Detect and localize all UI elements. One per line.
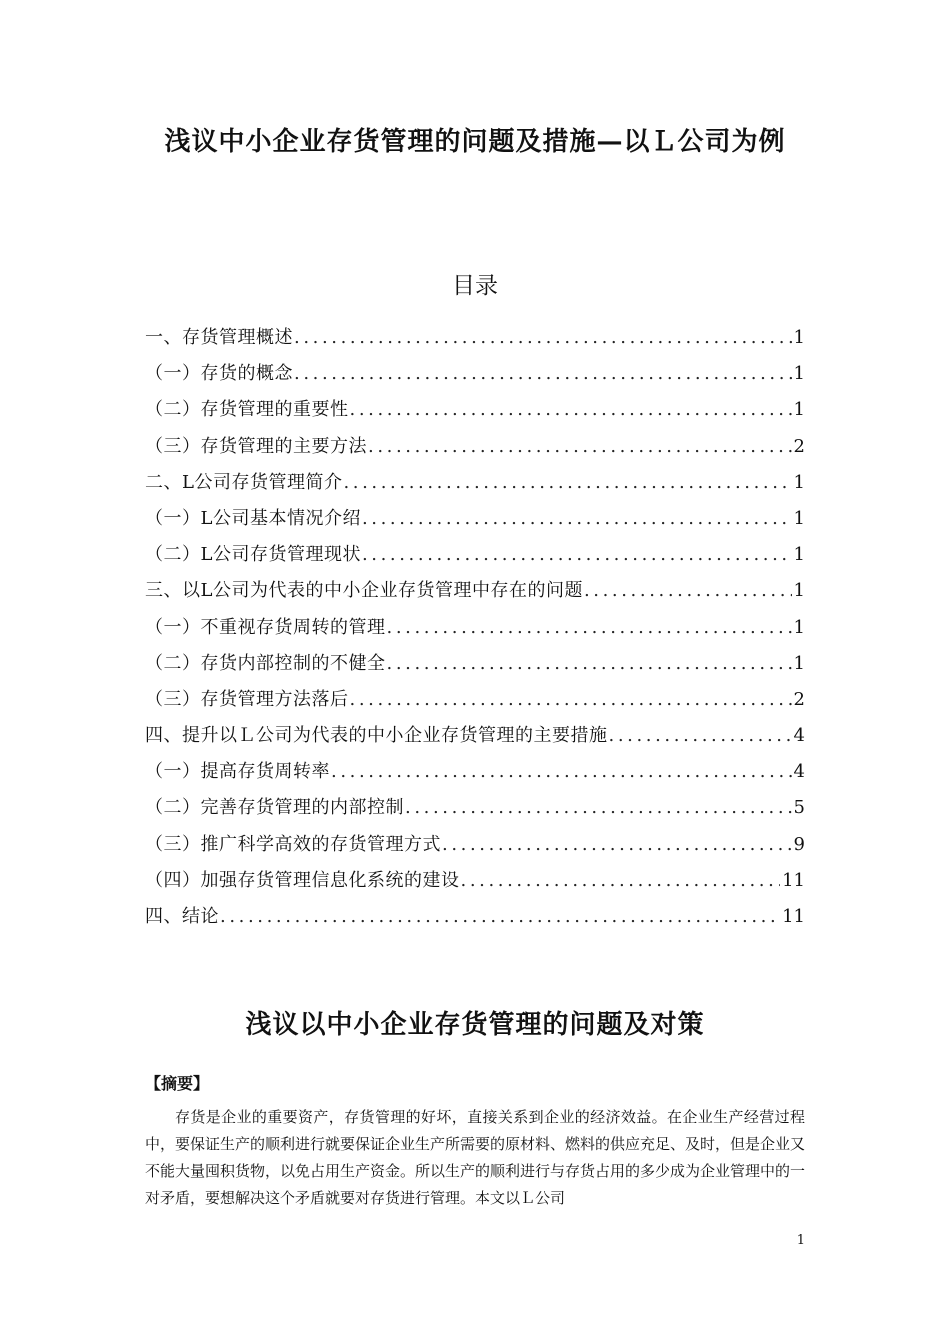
toc-entry-label: （一）存货的概念 [145, 363, 293, 385]
toc-entry-page: 11 [782, 906, 805, 927]
toc-entry-label: 二、L公司存货管理简介 [145, 471, 343, 493]
toc-heading: 目录 [452, 273, 498, 299]
toc-dot-leader [294, 356, 792, 392]
toc-entry-page: 1 [793, 616, 805, 638]
toc-entry-label: （二）存货内部控制的不健全 [145, 652, 386, 674]
toc-entry[interactable] [145, 356, 805, 392]
toc-entry-page: 1 [793, 327, 805, 348]
toc-entry-page: 2 [793, 435, 805, 457]
toc-entry-label: （三）推广科学高效的存货管理方式 [145, 833, 441, 855]
toc-entry-label: （二）完善存货管理的内部控制 [145, 797, 404, 819]
toc-entry-page: 1 [793, 363, 805, 385]
toc-dot-leader [220, 899, 780, 935]
toc-entry[interactable] [145, 827, 805, 863]
toc-entry-label: （一）提高存货周转率 [145, 761, 330, 783]
toc-entry[interactable] [145, 646, 805, 682]
toc-dot-leader [387, 610, 792, 646]
toc-dot-leader [362, 537, 792, 573]
toc-entry-label: （三）存货管理的主要方法 [145, 435, 367, 457]
toc-entry-label: （四）加强存货管理信息化系统的建设 [145, 869, 460, 891]
toc-entry-page: 4 [793, 761, 805, 783]
toc-entry[interactable] [145, 790, 805, 826]
toc-entry-page: 1 [793, 399, 805, 421]
toc-dot-leader [350, 682, 792, 718]
toc-dot-leader [294, 320, 792, 356]
toc-entry[interactable] [145, 320, 805, 356]
toc-dot-leader [442, 827, 792, 863]
toc-entry[interactable] [145, 610, 805, 646]
toc-entry-page: 1 [793, 471, 805, 493]
toc-entry[interactable] [145, 863, 805, 899]
toc-entry[interactable] [145, 429, 805, 465]
abstract-label: 【摘要】 [145, 1074, 210, 1093]
toc-dot-leader [584, 573, 792, 609]
toc-entry[interactable] [145, 899, 805, 935]
toc-entry[interactable] [145, 537, 805, 573]
toc-entry-page: 2 [793, 688, 805, 710]
toc-dot-leader [350, 392, 792, 428]
toc-entry[interactable] [145, 392, 805, 428]
toc-entry-label: （二）L公司存货管理现状 [145, 544, 361, 566]
toc-entry[interactable] [145, 573, 805, 609]
toc-entry-label: （一）不重视存货周转的管理 [145, 616, 386, 638]
toc-dot-leader [343, 465, 791, 501]
section-title: 浅议以中小企业存货管理的问题及对策 [245, 1010, 705, 1040]
toc-entry-page: 1 [793, 544, 805, 566]
toc-entry-label: 三、以L公司为代表的中小企业存货管理中存在的问题 [145, 580, 583, 602]
toc-dot-leader [368, 429, 792, 465]
toc-dot-leader [405, 790, 792, 826]
toc-entry[interactable] [145, 754, 805, 790]
toc-entry[interactable] [145, 465, 805, 501]
toc-dot-leader [331, 754, 792, 790]
toc-dot-leader [387, 646, 792, 682]
page-number: 1 [796, 1233, 805, 1248]
toc-entry-page: 9 [793, 833, 805, 855]
toc-entry-label: （三）存货管理方法落后 [145, 688, 349, 710]
toc-entry-page: 1 [793, 580, 805, 602]
toc-entry-label: 一、存货管理概述 [145, 327, 293, 348]
toc-entry-label: （二）存货管理的重要性 [145, 399, 349, 421]
toc-entry[interactable] [145, 501, 805, 537]
table-of-contents [145, 320, 805, 935]
toc-entry[interactable] [145, 718, 805, 754]
document-title: 浅议中小企业存货管理的问题及措施—以Ｌ公司为例 [164, 127, 786, 157]
toc-entry-page: 11 [782, 869, 805, 891]
toc-entry-label: 四、结论 [145, 906, 219, 927]
toc-entry-page: 1 [793, 507, 805, 529]
toc-dot-leader [609, 718, 792, 754]
toc-dot-leader [362, 501, 792, 537]
toc-entry[interactable] [145, 682, 805, 718]
toc-entry-page: 4 [793, 725, 805, 747]
toc-entry-label: 四、提升以Ｌ公司为代表的中小企业存货管理的主要措施 [145, 725, 608, 747]
abstract-body: 存货是企业的重要资产，存货管理的好坏，直接关系到企业的经济效益。在企业生产经营过程中，要保证生产的顺利进行就要保证企业生产所需要的原材料、燃料的供应充足、及时，但是企业又不能大量囤积货物，以免占用生产资金。所以生产的顺利进行与存货占用的多少成为企业管理中的一对矛盾，要想解决这个矛盾就要对存货进行管理。本文以Ｌ公司 [145, 1108, 806, 1207]
toc-entry-page: 1 [793, 652, 805, 674]
toc-dot-leader [461, 863, 781, 899]
toc-entry-page: 5 [793, 797, 805, 819]
toc-entry-label: （一）L公司基本情况介绍 [145, 507, 361, 529]
